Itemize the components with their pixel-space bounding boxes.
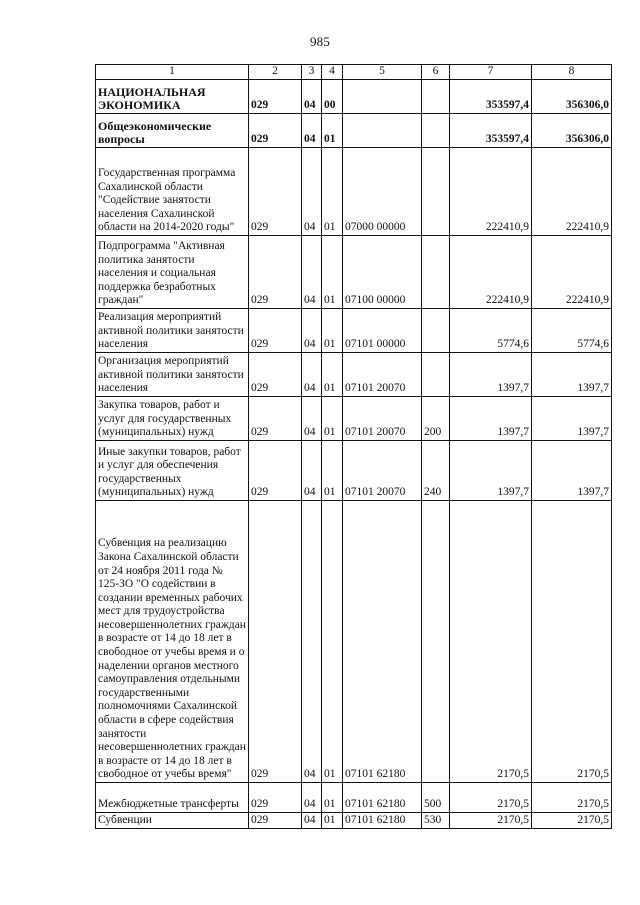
row-subsection-code: 00 [322,80,343,114]
row-sum-year1: 2170,5 [450,813,532,829]
row-expense-type: 200 [422,397,450,441]
row-name: Субвенция на реализацию Закона Сахалинской области от 24 ноября 2011 года № 125-ЗО "О содействии в создании временных рабочих мест для трудоустройства несовершеннолетних граждан в возрасте от 14 до 18 лет в свободное от учебы время и о наделении органов местного самоуправления отдельными государственными полномочиями Сахалинской области в сфере содействия занятости несовершеннолетних граждан в возрасте от 14 до 18 лет в свободное от учебы время" [96,501,249,783]
header-cell: 6 [422,65,450,80]
row-target-code: 07101 62180 [343,783,422,813]
row-target-code: 07101 00000 [343,309,422,353]
table-row [96,80,612,114]
row-name: Государственная программа Сахалинской области "Содействие занятости населения Сахалинской области на 2014-2020 годы" [96,148,249,236]
row-admin-code: 029 [249,813,302,829]
row-target-code: 07101 20070 [343,441,422,501]
row-sum-year1: 222410,9 [450,148,532,236]
row-admin-code: 029 [249,397,302,441]
row-target-code [343,80,422,114]
header-cell: 7 [450,65,532,80]
row-name: Субвенции [96,813,249,829]
row-sum-year1: 353597,4 [450,80,532,114]
row-name: Закупка товаров, работ и услуг для государственных (муниципальных) нужд [96,397,249,441]
row-target-code: 07101 20070 [343,353,422,397]
table-row [96,353,612,397]
row-subsection-code: 01 [322,501,343,783]
row-sum-year2: 2170,5 [532,813,612,829]
row-section-code: 04 [302,353,322,397]
table-row [96,114,612,148]
row-expense-type [422,114,450,148]
row-section-code: 04 [302,148,322,236]
row-name: НАЦИОНАЛЬНАЯ ЭКОНОМИКА [96,80,249,114]
table-row [96,813,612,829]
row-sum-year1: 2170,5 [450,783,532,813]
row-expense-type [422,309,450,353]
row-expense-type [422,148,450,236]
row-subsection-code: 01 [322,114,343,148]
row-admin-code: 029 [249,501,302,783]
row-admin-code: 029 [249,236,302,309]
row-sum-year2: 1397,7 [532,441,612,501]
row-subsection-code: 01 [322,441,343,501]
header-cell: 5 [343,65,422,80]
row-target-code: 07101 62180 [343,813,422,829]
row-expense-type: 500 [422,783,450,813]
row-sum-year2: 1397,7 [532,397,612,441]
row-expense-type [422,501,450,783]
row-subsection-code: 01 [322,813,343,829]
row-sum-year1: 5774,6 [450,309,532,353]
row-section-code: 04 [302,813,322,829]
row-admin-code: 029 [249,353,302,397]
row-sum-year2: 222410,9 [532,236,612,309]
row-admin-code: 029 [249,114,302,148]
row-name: Иные закупки товаров, работ и услуг для обеспечения государственных (муниципальных) нужд [96,441,249,501]
table-row [96,783,612,813]
row-admin-code: 029 [249,783,302,813]
row-subsection-code: 01 [322,148,343,236]
row-section-code: 04 [302,783,322,813]
row-sum-year1: 222410,9 [450,236,532,309]
row-subsection-code: 01 [322,783,343,813]
table-row [96,441,612,501]
table-row [96,148,612,236]
row-sum-year2: 1397,7 [532,353,612,397]
row-target-code: 07101 20070 [343,397,422,441]
header-cell: 2 [249,65,302,80]
row-expense-type: 530 [422,813,450,829]
table-row [96,236,612,309]
row-name: Подпрограмма "Активная политика занятости населения и социальная поддержка безработных граждан" [96,236,249,309]
row-admin-code: 029 [249,309,302,353]
row-sum-year1: 2170,5 [450,501,532,783]
row-section-code: 04 [302,236,322,309]
row-target-code: 07100 00000 [343,236,422,309]
row-target-code [343,114,422,148]
row-sum-year2: 2170,5 [532,783,612,813]
row-name: Реализация мероприятий активной политики занятости населения [96,309,249,353]
row-subsection-code: 01 [322,397,343,441]
row-section-code: 04 [302,501,322,783]
header-cell: 3 [302,65,322,80]
row-sum-year1: 1397,7 [450,353,532,397]
row-name: Общеэкономические вопросы [96,114,249,148]
row-sum-year1: 1397,7 [450,441,532,501]
header-cell: 8 [532,65,612,80]
row-sum-year2: 5774,6 [532,309,612,353]
row-name: Организация мероприятий активной политики занятости населения [96,353,249,397]
row-admin-code: 029 [249,441,302,501]
row-sum-year2: 356306,0 [532,80,612,114]
row-section-code: 04 [302,441,322,501]
row-section-code: 04 [302,309,322,353]
header-cell: 1 [96,65,249,80]
row-sum-year1: 353597,4 [450,114,532,148]
table-row [96,397,612,441]
table-row [96,309,612,353]
row-expense-type [422,236,450,309]
row-subsection-code: 01 [322,236,343,309]
row-subsection-code: 01 [322,309,343,353]
row-expense-type [422,353,450,397]
page-number: 985 [309,34,331,49]
row-section-code: 04 [302,397,322,441]
row-section-code: 04 [302,114,322,148]
table-row [96,501,612,783]
row-sum-year2: 222410,9 [532,148,612,236]
row-sum-year2: 2170,5 [532,501,612,783]
row-admin-code: 029 [249,148,302,236]
budget-table [95,64,612,829]
row-target-code: 07101 62180 [343,501,422,783]
row-admin-code: 029 [249,80,302,114]
row-sum-year2: 356306,0 [532,114,612,148]
row-sum-year1: 1397,7 [450,397,532,441]
row-subsection-code: 01 [322,353,343,397]
row-name: Межбюджетные трансферты [96,783,249,813]
row-target-code: 07000 00000 [343,148,422,236]
row-expense-type [422,80,450,114]
table-header-row [96,65,612,80]
row-section-code: 04 [302,80,322,114]
row-expense-type: 240 [422,441,450,501]
header-cell: 4 [322,65,343,80]
